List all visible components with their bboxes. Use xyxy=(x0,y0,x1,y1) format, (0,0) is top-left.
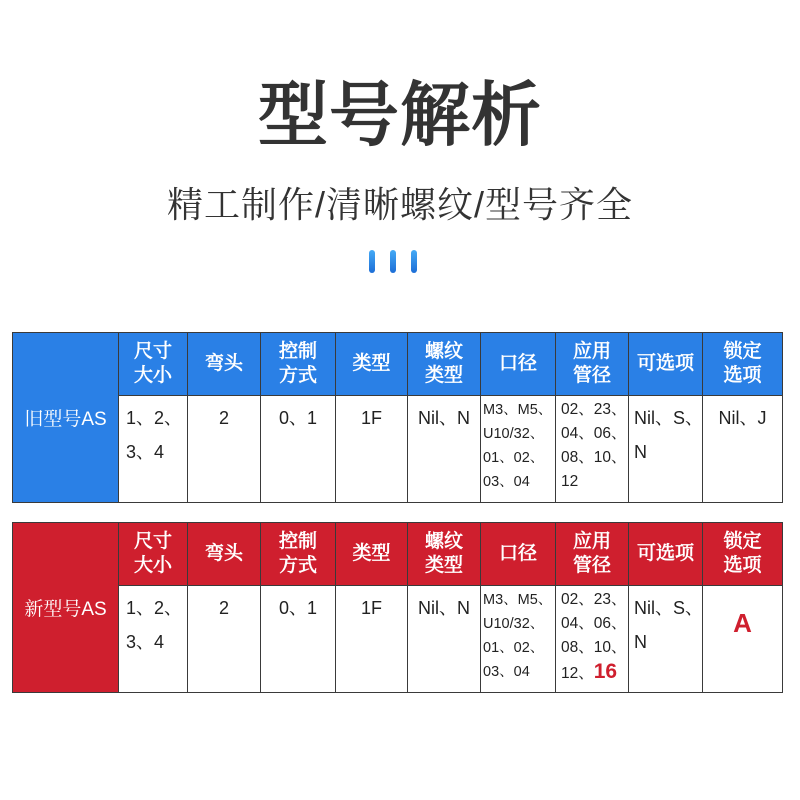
decor-bar xyxy=(411,250,417,273)
new-size-cell: 1、2、 3、4 xyxy=(119,586,187,692)
new-options-cell: Nil、S、 N xyxy=(629,586,702,692)
old-size-cell: 1、2、 3、4 xyxy=(119,396,187,502)
old-header-type: 类型 xyxy=(336,333,407,395)
old-model-table xyxy=(12,332,783,503)
new-tube-values: 02、23、 04、06、 08、10、 12、 xyxy=(561,591,627,682)
old-thread-cell: Nil、N xyxy=(408,396,480,502)
page-title: 型号解析 xyxy=(258,76,542,154)
old-control-cell: 0、1 xyxy=(261,396,335,502)
old-lock-cell: Nil、J xyxy=(703,396,782,502)
old-header-size: 尺寸 大小 xyxy=(119,333,187,395)
new-header-elbow: 弯头 xyxy=(188,523,260,585)
old-header-lock-options: 锁定 选项 xyxy=(703,333,782,395)
new-header-size: 尺寸 大小 xyxy=(119,523,187,585)
old-header-options: 可选项 xyxy=(629,333,702,395)
new-thread-cell: Nil、N xyxy=(408,586,480,692)
old-tube-cell xyxy=(556,396,628,502)
old-header-thread-type: 螺纹 类型 xyxy=(408,333,480,395)
old-header-bore: 口径 xyxy=(481,333,555,395)
new-model-table xyxy=(12,522,783,693)
decor-bar xyxy=(369,250,375,273)
old-header-elbow: 弯头 xyxy=(188,333,260,395)
new-lock-cell: A xyxy=(703,586,782,692)
old-header-control-mode: 控制 方式 xyxy=(261,333,335,395)
new-header-lock-options: 锁定 选项 xyxy=(703,523,782,585)
new-header-tube-diameter: 应用 管径 xyxy=(556,523,628,585)
new-header-options: 可选项 xyxy=(629,523,702,585)
new-model-label: 新型号AS xyxy=(13,523,118,692)
new-bore-cell: M3、M5、 U10/32、 01、02、 03、04 xyxy=(481,586,555,692)
old-type-cell: 1F xyxy=(336,396,407,502)
new-control-cell: 0、1 xyxy=(261,586,335,692)
old-bore-cell: M3、M5、 U10/32、 01、02、 03、04 xyxy=(481,396,555,502)
new-header-type: 类型 xyxy=(336,523,407,585)
new-header-control-mode: 控制 方式 xyxy=(261,523,335,585)
new-tube-highlight: 16 xyxy=(593,660,618,683)
old-header-tube-diameter: 应用 管径 xyxy=(556,333,628,395)
new-header-thread-type: 螺纹 类型 xyxy=(408,523,480,585)
decor-bar xyxy=(390,250,396,273)
old-model-label: 旧型号AS xyxy=(13,333,118,502)
new-elbow-cell: 2 xyxy=(188,586,260,692)
old-tube-values: 02、23、 04、06、 08、10、 12 xyxy=(561,401,627,490)
new-type-cell: 1F xyxy=(336,586,407,692)
old-options-cell: Nil、S、 N xyxy=(629,396,702,502)
new-tube-cell xyxy=(556,586,628,692)
page-subtitle: 精工制作/清晰螺纹/型号齐全 xyxy=(166,184,633,225)
old-elbow-cell: 2 xyxy=(188,396,260,502)
new-header-bore: 口径 xyxy=(481,523,555,585)
